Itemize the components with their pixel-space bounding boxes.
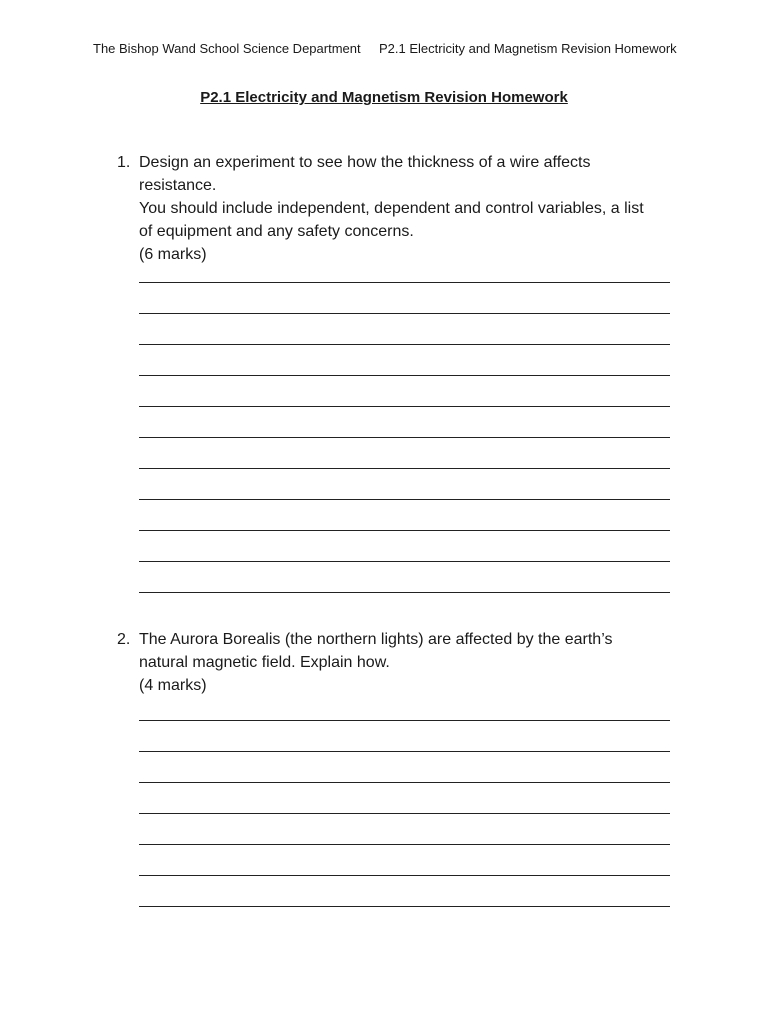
answer-line[interactable]	[139, 345, 670, 376]
answer-line[interactable]	[139, 283, 670, 314]
marks-label: (6 marks)	[139, 246, 207, 263]
answer-line[interactable]	[139, 690, 670, 721]
answer-line[interactable]	[139, 407, 670, 438]
answer-line[interactable]	[139, 845, 670, 876]
question-text-line: The Aurora Borealis (the northern lights) are affected by the earth’s	[139, 631, 613, 648]
question-number: 2.	[117, 631, 131, 648]
question-text-line: of equipment and any safety concerns.	[139, 223, 414, 240]
answer-line[interactable]	[139, 752, 670, 783]
answer-line[interactable]	[139, 500, 670, 531]
question-text	[139, 151, 675, 266]
running-header	[93, 41, 693, 61]
answer-line[interactable]	[139, 876, 670, 907]
question-text	[139, 628, 675, 697]
question-text-line: You should include independent, dependent and control variables, a list	[139, 200, 644, 217]
answer-line[interactable]	[139, 469, 670, 500]
page-title: P2.1 Electricity and Magnetism Revision Homework	[200, 89, 568, 106]
question-number: 1.	[117, 154, 131, 171]
question-text-line: natural magnetic field. Explain how.	[139, 654, 390, 671]
answer-line[interactable]	[139, 438, 670, 469]
answer-line[interactable]	[139, 376, 670, 407]
answer-line[interactable]	[139, 531, 670, 562]
question-text-line: Design an experiment to see how the thickness of a wire affects	[139, 154, 591, 171]
answer-line[interactable]	[139, 814, 670, 845]
answer-line[interactable]	[139, 314, 670, 345]
answer-lines-question-1[interactable]	[139, 252, 670, 593]
header-school-name: The Bishop Wand School Science Department	[93, 41, 361, 56]
answer-line[interactable]	[139, 783, 670, 814]
answer-line[interactable]	[139, 562, 670, 593]
answer-lines-question-2[interactable]	[139, 690, 670, 907]
answer-line[interactable]	[139, 252, 670, 283]
marks-label: (4 marks)	[139, 677, 207, 694]
answer-line[interactable]	[139, 721, 670, 752]
header-document-title: P2.1 Electricity and Magnetism Revision Homework	[379, 41, 677, 56]
question-text-line: resistance.	[139, 177, 217, 194]
